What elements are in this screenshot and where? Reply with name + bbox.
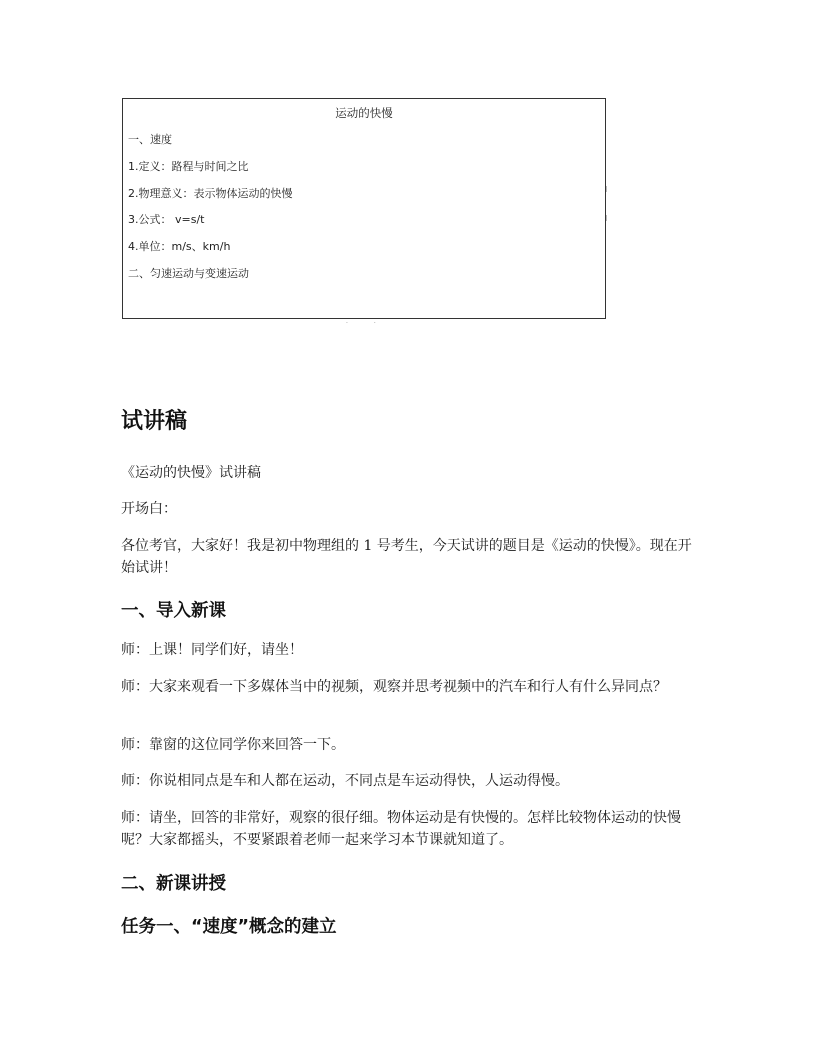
opening-paragraph: 各位考官，大家好！我是初中物理组的 1 号考生，今天试讲的题目是《运动的快慢》。现在开始试讲！ (121, 538, 692, 576)
task-heading-speed-concept: 任务一、“速度”概念的建立 (121, 917, 337, 937)
board-line-speed: 一、速度 (128, 133, 172, 146)
intro-paragraph: 师：靠窗的这位同学你来回答一下。 (121, 737, 345, 753)
doc-subtitle: 《运动的快慢》试讲稿 (121, 465, 261, 481)
intro-paragraph: 师：上课！同学们好，请坐！ (121, 642, 303, 658)
section-heading-intro: 一、导入新课 (121, 601, 226, 621)
board-line-unit: 4.单位：m/s、km/h (128, 240, 231, 253)
intro-paragraph: 师：大家来观看一下多媒体当中的视频，观察并思考视频中的汽车和行人有什么异同点？ (121, 679, 667, 695)
intro-paragraph: 师：请坐，回答的非常好，观察的很仔细。物体运动是有快慢的。怎样比较物体运动的快慢呢？大家都摇头，不要紧跟着老师一起来学习本节课就知道了。 (121, 810, 681, 848)
opening-label: 开场白： (121, 501, 177, 517)
blackboard-design-figure (122, 98, 606, 319)
page-title: 试讲稿 (121, 409, 188, 434)
intro-paragraph: 师：你说相同点是车和人都在运动，不同点是车运动得快，人运动得慢。 (121, 773, 569, 789)
board-title: 运动的快慢 (335, 106, 393, 120)
figure-edge-mark (606, 215, 607, 221)
board-line-meaning: 2.物理意义：表示物体运动的快慢 (128, 187, 293, 200)
section-heading-new-lesson: 二、新课讲授 (121, 874, 226, 894)
board-line-definition: 1.定义：路程与时间之比 (128, 160, 249, 173)
board-line-uniform-motion: 二、匀速运动与变速运动 (128, 267, 249, 280)
figure-bottom-marks: · · (346, 320, 376, 327)
board-line-formula: 3.公式： v=s/t (128, 213, 205, 226)
figure-edge-mark (606, 186, 607, 192)
